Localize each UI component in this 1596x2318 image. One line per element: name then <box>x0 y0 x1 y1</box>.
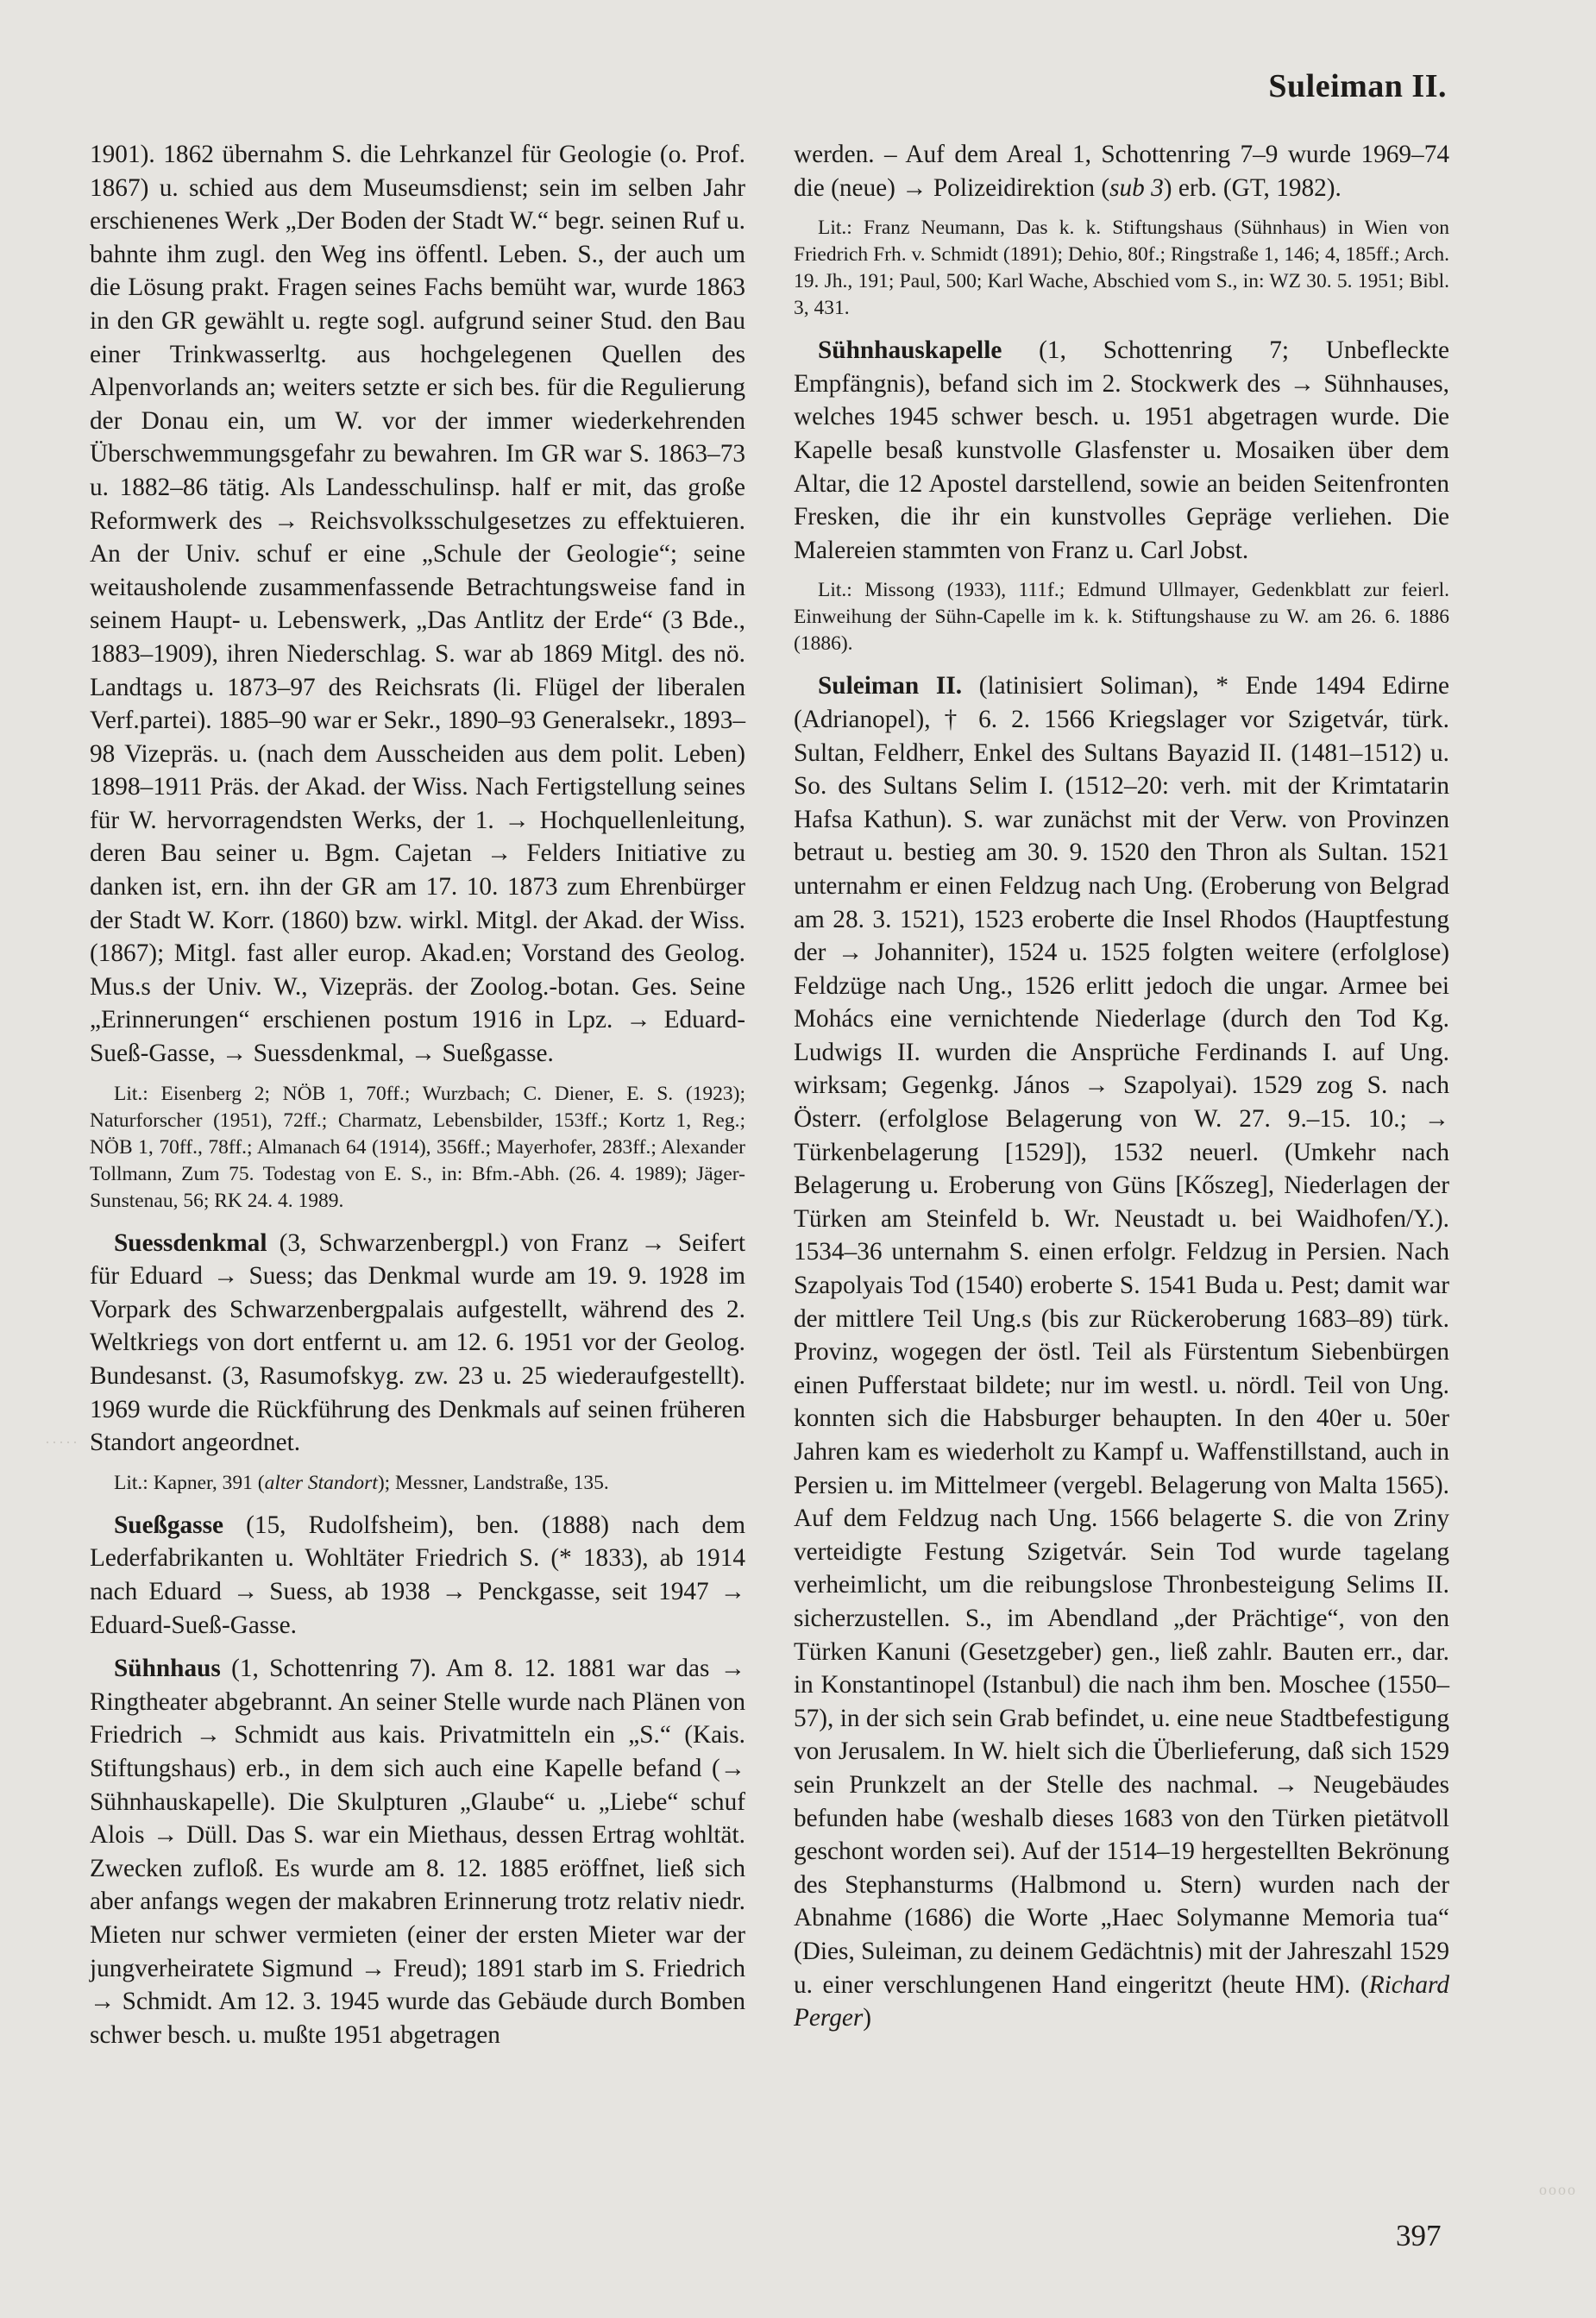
entry-suehnhaus <box>90 1652 745 2051</box>
running-head: Suleiman II. <box>1268 68 1447 104</box>
author-suleiman: Richard Perger <box>794 1970 1449 2032</box>
margin-mark-right: oooo <box>1539 2181 1577 2198</box>
body-suehnhaus: (1, Schottenring 7). Am 8. 12. 1881 war das → Ringtheater abgebrannt. An seiner Stelle wurde nach Plänen von Friedrich → Schmidt aus kais. Privatmitteln ein „S.“ (Kais. Stiftungshaus) erb., in dem sich auch eine Kapelle befand (→ Sühnhauskapelle). Die Skulpturen „Glaube“ u. „Liebe“ schuf Alois → Düll. Das S. war ein Miethaus, dessen Ertrag wohltät. Zwecken zufloß. Es wurde am 8. 12. 1885 eröffnet, ließ sich aber anfangs wegen der makabren Erinnerung trotz relativ niedr. Mieten nur schwer vermieten (einer der ersten Mieter war der jungverheiratete Sigmund → Freud); 1891 starb im S. Friedrich → Schmidt. Am 12. 3. 1945 wurde das Gebäude durch Bomben schwer besch. u. mußte 1951 abgetragen <box>90 1655 745 2049</box>
entry-sueß-continued: 1901). 1862 übernahm S. die Lehrkanzel für Geologie (o. Prof. 1867) u. schied aus dem Museumsdienst; sein im selben Jahr erschienenes Werk „Der Boden der Stadt W.“ begr. seinen Ruf u. bahnte ihm zugl. den Weg ins öffentl. Leben. S., der auch um die Lösung prakt. Fragen seines Fachs bemüht war, wurde 1863 in den GR gewählt u. regte sogl. aufgrund seiner Stud. den Bau einer Trinkwasserltg. aus hochgelegenen Quellen des Alpenvorlands an; weiters setzte er sich bes. für die Regulierung der Donau ein, um W. vor der immer wiederkehrenden Überschwemmungsgefahr zu bewahren. Im GR war S. 1863–73 u. 1882–86 tätig. Als Landesschulinsp. half er mit, das große Reformwerk des → Reichsvolksschulgesetzes zu effektuieren. An der Univ. schuf er eine „Schule der Geologie“; seine weitausholende zusammenfassende Betrachtungsweise fand in seinem Haupt- u. Lebenswerk, „Das Antlitz der Erde“ (3 Bde., 1883–1909), ihren Niederschlag. S. war ab 1869 Mitgl. des nö. Landtags u. 1873–97 des Reichsrats (li. Flügel der liberalen Verf.partei). 1885–90 war er Sekr., 1890–93 Generalsekr., 1893–98 Vizepräs. u. (nach dem Ausscheiden aus dem polit. Leben) 1898–1911 Präs. der Akad. der Wiss. Nach Fertigstellung seines für W. hervorragendsten Werks, der 1. → Hochquellenleitung, deren Bau seiner u. Bgm. Cajetan → Felders Initiative zu danken ist, ern. ihn der GR am 17. 10. 1873 zum Ehrenbürger der Stadt W. Korr. (1860) bzw. wirkl. Mitgl. der Akad. der Wiss. (1867); Mitgl. fast aller europ. Akad.en; Vorstand des Geolog. Mus.s der Univ. W., Vizepräs. der Zoolog.-botan. Ges. Seine „Erinnerungen“ erschienen postum 1916 in Lpz. → Eduard-Sueß-Gasse, → Suessdenkmal, → Sueßgasse. <box>90 141 745 1068</box>
left-column <box>90 138 745 2062</box>
page-number: 397 <box>1396 2219 1442 2252</box>
body-sueßgasse: (15, Rudolfsheim), ben. (1888) nach dem Lederfabrikanten u. Wohltäter Friedrich S. (* 1833), ab 1914 nach Eduard → Suess, ab 1938 → Penckgasse, seit 1947 → Eduard-Sueß-Gasse. <box>90 1511 745 1639</box>
headword-suehnhauskapelle: Sühnhauskapelle <box>818 336 1002 365</box>
literature-sueß: Lit.: Eisenberg 2; NÖB 1, 70ff.; Wurzbach; C. Diener, E. S. (1923); Naturforscher (1951), 72ff.; Charmatz, Lebensbilder, 153ff.; Kortz 1, Reg.; NÖB 1, 70ff., 78ff.; Almanach 64 (1914), 356ff.; Mayerhofer, 283ff.; Alexander Tollmann, Zum 75. Todestag von E. S., in: Bfm.-Abh. (26. 4. 1989); Jäger-Sunstenau, 56; RK 24. 4. 1989. <box>90 1082 745 1212</box>
entry-suehnhaus-continued: werden. – Auf dem Areal 1, Schottenring 7–9 wurde 1969–74 die (neue) → Polizeidirektion (sub 3) erb. (GT, 1982). <box>794 141 1449 202</box>
literature-suehnhauskapelle: Lit.: Missong (1933), 111f.; Edmund Ullmayer, Gedenkblatt zur feierl. Einweihung der Sühn-Capelle im k. k. Stiftungshause zu W. am 26. 6. 1886 (1886). <box>794 579 1449 656</box>
headword-suessdenkmal: Suessdenkmal <box>114 1228 267 1257</box>
literature-suessdenkmal: Lit.: Kapner, 391 (alter Standort); Messner, Landstraße, 135. <box>114 1471 609 1494</box>
literature-suehnhaus: Lit.: Franz Neumann, Das k. k. Stiftungshaus (Sühnhaus) in Wien von Friedrich Frh. v. Schmidt (1891); Dehio, 80f.; Ringstraße 1, 146; 4, 185ff.; Arch. 19. Jh., 191; Paul, 500; Karl Wache, Abschied vom S., in: WZ 30. 5. 1951; Bibl. 3, 431. <box>794 217 1449 320</box>
entry-sueßgasse <box>90 1509 745 1642</box>
body-suleiman: (latinisiert Soliman), * Ende 1494 Edirne (Adrianopel), † 6. 2. 1566 Kriegslager vor Szigetvár, türk. Sultan, Feldherr, Enkel des Sultans Bayazid II. (1481–1512) u. So. des Sultans Selim I. (1512–20: verh. mit der Krimtatarin Hafsa Kathun). S. war zunächst mit der Verw. von Provinzen betraut u. bestieg am 30. 9. 1520 den Thron als Sultan. 1521 unternahm er einen Feldzug nach Ung. (Eroberung von Belgrad am 28. 3. 1521), 1523 eroberte die Insel Rhodos (Hauptfestung der → Johanniter), 1524 u. 1525 folgten weitere (erfolglose) Feldzüge nach Ung., 1526 erlitt jedoch die ungar. Armee bei Mohács eine vernichtende Niederlage (durch den Tod Kg. Ludwigs II. wurden die Ansprüche Ferdinands I. auf Ung. wirksam; Gegenkg. János → Szapolyai). 1529 zog S. nach Österr. (erfolglose Belagerung von W. 27. 9.–15. 10.; → Türkenbelagerung [1529]), 1532 neuerl. (Umkehr nach Belagerung u. Eroberung von Güns [Kőszeg], Niederlagen der Türken am Steinfeld b. Wr. Neustadt u. bei Waidhofen/Y.). 1534–36 unternahm S. einen erfolgr. Feldzug in Persien. Nach Szapolyais Tod (1540) eroberte S. 1541 Buda u. Pest; damit war der mittlere Teil Ung.s (bis zur Rückeroberung 1683–89) türk. Provinz, wogegen der östl. Teil als Fürstentum Siebenbürgen einen Pufferstaat bildete; nur im westl. u. nördl. Teil von Ung. konnten sich die Habsburger behaupten. In den 40er u. 50er Jahren kam es wiederholt zu Kampf u. Waffenstillstand, auch in Persien u. im Mittelmeer (vergebl. Belagerung von Malta 1565). Auf dem Feldzug nach Ung. 1566 belagerte S. die von Zriny verteidigte Festung Szigetvár. Sein Tod wurde tagelang verheimlicht, um die reibungslose Thronbesteigung Selims II. sicherzustellen. S., im Abendland „der Prächtige“, von den Türken Kanuni (Gesetzgeber) gen., ließ zahlr. Bauten err., dar. in Konstantinopel (Istanbul) die nach ihm ben. Moschee (1550–57), in der sich sein Grab befindet, u. eine neue Stadtbefestigung von Jerusalem. In W. hielt sich die Überlieferung, daß sich 1529 sein Prunkzelt an der Stelle des nachmal. → Neugebäudes befunden habe (weshalb dieses 1683 von den Türken pietätvoll geschont worden sei). Auf der 1514–19 hergestellten Bekrönung des Stephansturms (Halbmond u. Stern) wurden nach der Abnahme (1686) die Worte „Haec Solymanne Memoria tua“ (Dies, Suleiman, zu deinem Gedächtnis) mit der Jahreszahl 1529 u. einer verschlungenen Hand eingeritzt (heute HM). ( <box>794 672 1450 1999</box>
right-column <box>794 138 1449 2045</box>
entry-suessdenkmal <box>90 1227 745 1460</box>
entry-suehnhauskapelle <box>794 334 1449 567</box>
body-suessdenkmal: (3, Schwarzenbergpl.) von Franz → Seifert für Eduard → Suess; das Denkmal wurde am 19. 9. 1928 im Vorpark des Schwarzenbergpalais aufgestellt, während des 2. Weltkriegs von dort entfernt u. am 12. 6. 1951 vor der Geolog. Bundesanst. (3, Rasumofskyg. zw. 23 u. 25 wiederaufgestellt). 1969 wurde die Rückführung des Denkmals auf seinen früheren Standort angeordnet. <box>90 1228 745 1457</box>
headword-sueßgasse: Sueßgasse <box>114 1511 223 1539</box>
body-suehnhauskapelle: (1, Schottenring 7; Unbefleckte Empfängnis), befand sich im 2. Stockwerk des → Sühnhauses, welches 1945 schwer besch. u. 1951 abgetragen wurde. Die Kapelle besaß kunstvolle Glasfenster u. Mosaiken über dem Altar, die 12 Apostel darstellend, sowie an beiden Seitenfronten Fresken, die ihr ein kunstvolles Gepräge verliehen. Die Malereien stammten von Franz u. Carl Jobst. <box>794 336 1449 564</box>
headword-suleiman: Suleiman II. <box>818 672 963 700</box>
entry-suleiman: Suleiman II. (latinisiert Soliman), * Ende 1494 Edirne (Adrianopel), † 6. 2. 1566 Kriegslager vor Szigetvár, türk. Sultan, Feldherr, Enkel des Sultans Bayazid II. (1481–1512) u. So. des Sultans Selim I. (1512–20: verh. mit der Krimtatarin Hafsa Kathun). S. war zunächst mit der Verw. von Provinzen betraut u. bestieg am 30. 9. 1520 den Thron als Sultan. 1521 unternahm er einen Feldzug nach Ung. (Eroberung von Belgrad am 28. 3. 1521), 1523 eroberte die Insel Rhodos (Hauptfestung der → Johanniter), 1524 u. 1525 folgten weitere (erfolglose) Feldzüge nach Ung., 1526 erlitt jedoch die ungar. Armee bei Mohács eine vernichtende Niederlage (durch den Tod Kg. Ludwigs II. wurden die Ansprüche Ferdinands I. auf Ung. wirksam; Gegenkg. János → Szapolyai). 1529 zog S. nach Österr. (erfolglose Belagerung von W. 27. 9.–15. 10.; → Türkenbelagerung [1529]), 1532 neuerl. (Umkehr nach Belagerung u. Eroberung von Güns [Kőszeg], Niederlagen der Türken am Steinfeld b. Wr. Neustadt u. bei Waidhofen/Y.). 1534–36 unternahm S. einen erfolgr. Feldzug in Persien. Nach Szapolyais Tod (1540) eroberte S. 1541 Buda u. Pest; damit war der mittlere Teil Ung.s (bis zur Rückeroberung 1683–89) türk. Provinz, wogegen der östl. Teil als Fürstentum Siebenbürgen einen Pufferstaat bildete; nur im westl. u. nördl. Teil von Ung. konnten sich die Habsburger behaupten. In den 40er u. 50er Jahren kam es wiederholt zu Kampf u. Waffenstillstand, auch in Persien u. im Mittelmeer (vergebl. Belagerung von Malta 1565). Auf dem Feldzug nach Ung. 1566 belagerte S. die von Zriny verteidigte Festung Szigetvár. Sein Tod wurde tagelang verheimlicht, um die reibungslose Thronbesteigung Selims II. sicherzustellen. S., im Abendland „der Prächtige“, von den Türken Kanuni (Gesetzgeber) gen., ließ zahlr. Bauten err., dar. in Konstantinopel (Istanbul) die nach ihm ben. Moschee (1550–57), in der sich sein Grab befindet, u. eine neue Stadtbefestigung von Jerusalem. In W. hielt sich die Überlieferung, daß sich 1529 sein Prunkzelt an der Stelle des nachmal. → Neugebäudes befunden habe (weshalb dieses 1683 von den Türken pietätvoll geschont worden sei). Auf der 1514–19 hergestellten Bekrönung des Stephansturms (Halbmond u. Stern) wurden nach der Abnahme (1686) die Worte „Haec Solymanne Memoria tua“ (Dies, Suleiman, zu deinem Gedächtnis) mit der Jahreszahl 1529 u. einer verschlungenen Hand eingeritzt (heute HM). (Richard Perger) <box>794 672 1450 2032</box>
headword-suehnhaus: Sühnhaus <box>114 1655 221 1683</box>
margin-mark-left: ····· <box>45 1434 79 1451</box>
